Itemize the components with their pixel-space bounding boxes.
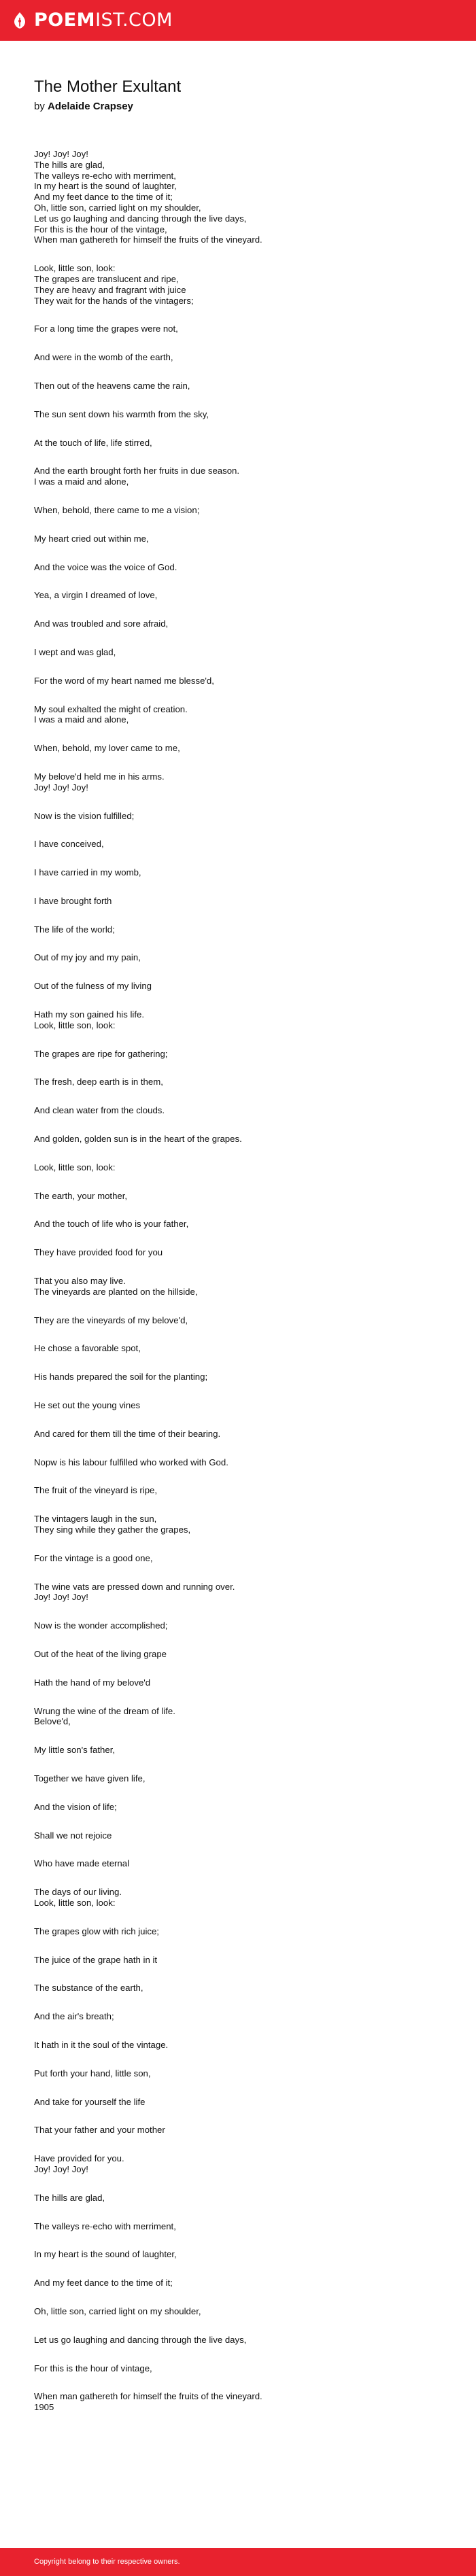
poem-stanza	[34, 263, 456, 306]
poem-line: And the earth brought forth her fruits in due season.	[34, 466, 240, 476]
poem-stanza	[34, 1077, 456, 1087]
poem-line: Hath my son gained his life.	[34, 1009, 144, 1020]
poem-stanza	[34, 409, 456, 420]
poem-line: In my heart is the sound of laughter,	[34, 2249, 177, 2260]
poem-line: The grapes are translucent and ripe,	[34, 273, 179, 284]
poem-line: The substance of the earth,	[34, 1983, 143, 1994]
poem-line: Joy! Joy! Joy!	[34, 149, 88, 159]
poem-stanza	[34, 2391, 456, 2413]
poem-title: The Mother Exultant	[34, 77, 182, 96]
poem-line: My heart cried out within me,	[34, 533, 149, 544]
poem-stanza	[34, 1429, 456, 1440]
poem-stanza	[34, 1582, 456, 1603]
poem-line: They are the vineyards of my belove'd,	[34, 1315, 188, 1325]
poem-line: Joy! Joy! Joy!	[34, 782, 88, 793]
poem-stanza	[34, 2221, 456, 2232]
poem-line: Then out of the heavens came the rain,	[34, 380, 190, 391]
poem-line: The juice of the grape hath in it	[34, 1954, 158, 1965]
poem-stanza	[34, 704, 456, 726]
poem-line: Now is the wonder accomplished;	[34, 1620, 168, 1631]
poem-line: And the voice was the voice of God.	[34, 561, 177, 572]
poem-stanza	[34, 1887, 456, 1909]
poem-stanza	[34, 1105, 456, 1116]
poem-line: And was troubled and sore afraid,	[34, 619, 169, 629]
poem-author[interactable]: Adelaide Crapsey	[48, 101, 133, 112]
poem-line: Now is the vision fulfilled;	[34, 810, 135, 821]
poem-line: He chose a favorable spot,	[34, 1343, 141, 1354]
poem-line: Hath the hand of my belove'd	[34, 1677, 151, 1688]
poem-stanza	[34, 1191, 456, 1202]
poem-line: The grapes are ripe for gathering;	[34, 1048, 168, 1059]
poem-stanza	[34, 1858, 456, 1869]
poem-line: They sing while they gather the grapes,	[34, 1525, 191, 1535]
poem-line: His hands prepared the soil for the planting;	[34, 1372, 208, 1382]
poem-stanza	[34, 1162, 456, 1173]
poem-line: Look, little son, look:	[34, 263, 116, 274]
poem-stanza	[34, 1457, 456, 1468]
poem-stanza	[34, 2040, 456, 2051]
poem-stanza	[34, 1514, 456, 1535]
poem-line: Belove'd,	[34, 1716, 71, 1727]
poem-stanza	[34, 924, 456, 935]
poem-stanza	[34, 867, 456, 878]
poem-line: And golden, golden sun is in the heart of the grapes.	[34, 1134, 242, 1145]
poem-stanza	[34, 1400, 456, 1411]
poem-byline	[34, 101, 133, 113]
poem-stanza	[34, 2011, 456, 2022]
poem-stanza	[34, 466, 456, 487]
poem-line: Wrung the wine of the dream of life.	[34, 1705, 175, 1716]
logo-text-bold: POEM	[34, 10, 96, 31]
poem-line: I was a maid and alone,	[34, 714, 129, 725]
poem-line: Look, little son, look:	[34, 1162, 116, 1172]
poem-line: And my feet dance to the time of it;	[34, 192, 173, 203]
poem-stanza	[34, 952, 456, 963]
poem-stanza	[34, 1247, 456, 1258]
poem-stanza	[34, 2335, 456, 2346]
poem-stanza	[34, 896, 456, 907]
poem-stanza	[34, 839, 456, 850]
poem-line: For the vintage is a good one,	[34, 1552, 153, 1563]
poem-stanza	[34, 1276, 456, 1298]
poem-line: The grapes glow with rich juice;	[34, 1926, 159, 1936]
poem-line: Joy! Joy! Joy!	[34, 2163, 88, 2174]
poem-stanza	[34, 2306, 456, 2317]
poem-line: And were in the womb of the earth,	[34, 352, 173, 363]
site-logo[interactable]	[12, 10, 173, 31]
poem-stanza	[34, 2068, 456, 2079]
poem-stanza	[34, 1134, 456, 1145]
poem-stanza	[34, 2193, 456, 2204]
poem-line: They have provided food for you	[34, 1247, 163, 1258]
poem-line: And cared for them till the time of their bearing.	[34, 1428, 221, 1439]
poem-stanza	[34, 676, 456, 686]
poem-line: When, behold, there came to me a vision;	[34, 504, 200, 515]
poem-stanza	[34, 2278, 456, 2288]
poem-line: And the vision of life;	[34, 1801, 117, 1812]
poem-line: Joy! Joy! Joy!	[34, 1592, 88, 1603]
poem-stanza	[34, 1372, 456, 1382]
poem-stanza	[34, 149, 456, 245]
poem-line: Out of the heat of the living grape	[34, 1649, 167, 1659]
poem-stanza	[34, 505, 456, 516]
poem-line: He set out the young vines	[34, 1400, 141, 1411]
poem-stanza	[34, 1315, 456, 1326]
poem-stanza	[34, 771, 456, 793]
copyright-notice: Copyright belong to their respective owners.	[34, 2558, 180, 2566]
poem-line: It hath in it the soul of the vintage.	[34, 2039, 169, 2050]
poem-line: I have carried in my womb,	[34, 867, 141, 878]
poem-stanza	[34, 562, 456, 573]
poem-stanza	[34, 1773, 456, 1784]
poem-stanza	[34, 1830, 456, 1841]
poem-line: Let us go laughing and dancing through the live days,	[34, 213, 247, 224]
poem-line: For a long time the grapes were not,	[34, 324, 178, 334]
poem-line: The valleys re-echo with merriment,	[34, 2221, 176, 2231]
logo-text-light: IST.COM	[95, 10, 173, 31]
poem-stanza	[34, 381, 456, 391]
poem-line: They wait for the hands of the vintagers;	[34, 295, 194, 306]
poem-stanza	[34, 534, 456, 544]
poem-line: And the touch of life who is your father,	[34, 1219, 189, 1230]
poem-stanza	[34, 324, 456, 334]
poem-stanza	[34, 2153, 456, 2175]
poem-stanza	[34, 1745, 456, 1756]
poem-line: Oh, little son, carried light on my shoulder,	[34, 202, 201, 213]
poem-line: Nopw is his labour fulfilled who worked with God.	[34, 1457, 228, 1467]
poem-line: The vintagers laugh in the sun,	[34, 1514, 157, 1525]
poem-year: 1905	[34, 2402, 54, 2413]
poem-line: And my feet dance to the time of it;	[34, 2278, 173, 2288]
poem-stanza	[34, 2249, 456, 2260]
poem-line: For this is the hour of vintage,	[34, 2363, 152, 2373]
poem-stanza	[34, 2097, 456, 2108]
poem-line: The hills are glad,	[34, 159, 105, 170]
pen-nib-icon	[12, 12, 27, 29]
poem-line: For this is the hour of the vintage,	[34, 224, 167, 234]
poem-line: When man gathereth for himself the fruits of the vineyard.	[34, 234, 262, 245]
poem-line: Look, little son, look:	[34, 1897, 116, 1908]
poem-line: And take for yourself the life	[34, 2096, 146, 2107]
poem-line: Put forth your hand, little son,	[34, 2068, 151, 2078]
poem-line: Oh, little son, carried light on my shoulder,	[34, 2305, 201, 2316]
poem-line: The sun sent down his warmth from the sky,	[34, 408, 209, 419]
poem-line: My soul exhalted the might of creation.	[34, 703, 188, 714]
poem-line: The valleys re-echo with merriment,	[34, 170, 176, 181]
poem-line: Have provided for you.	[34, 2153, 124, 2164]
poem-line: And clean water from the clouds.	[34, 1105, 165, 1116]
site-header	[0, 0, 476, 41]
poem-stanza	[34, 743, 456, 754]
poem-stanza	[34, 1926, 456, 1937]
poem-stanza	[34, 981, 456, 992]
poem-stanza	[34, 2125, 456, 2136]
poem-line: When man gathereth for himself the fruits of the vineyard.	[34, 2391, 262, 2402]
poem-line: They are heavy and fragrant with juice	[34, 284, 186, 295]
poem-stanza	[34, 1677, 456, 1688]
poem-stanza	[34, 1649, 456, 1660]
poem-line: Who have made eternal	[34, 1858, 130, 1869]
poem-stanza	[34, 1955, 456, 1966]
poem-line: At the touch of life, life stirred,	[34, 437, 152, 448]
poem-stanza	[34, 1553, 456, 1564]
poem-line: Let us go laughing and dancing through the live days,	[34, 2334, 247, 2345]
poem-stanza	[34, 1706, 456, 1728]
poem-line: The fresh, deep earth is in them,	[34, 1077, 163, 1087]
poem-line: Out of my joy and my pain,	[34, 952, 141, 963]
poem-line: The vineyards are planted on the hillside,	[34, 1286, 198, 1297]
poem-line: And the air's breath;	[34, 2011, 114, 2022]
poem-line: The fruit of the vineyard is ripe,	[34, 1485, 158, 1496]
poem-stanza	[34, 619, 456, 629]
poem-line: I wept and was glad,	[34, 646, 116, 657]
poem-line: Out of the fulness of my living	[34, 981, 152, 992]
poem-body	[34, 149, 456, 2413]
poem-line: The days of our living.	[34, 1887, 122, 1898]
poem-line: When, behold, my lover came to me,	[34, 743, 180, 754]
poem-stanza	[34, 1343, 456, 1354]
logo-text	[34, 10, 173, 31]
poem-stanza	[34, 352, 456, 363]
poem-stanza	[34, 1485, 456, 1496]
poem-line: Yea, a virgin I dreamed of love,	[34, 590, 158, 601]
poem-line: The hills are glad,	[34, 2192, 105, 2203]
poem-line: My little son's father,	[34, 1745, 116, 1756]
poem-stanza	[34, 1802, 456, 1813]
poem-line: That your father and your mother	[34, 2125, 165, 2136]
poem-line: The life of the world;	[34, 924, 115, 935]
poem-stanza	[34, 1009, 456, 1031]
poem-line: That you also may live.	[34, 1276, 126, 1287]
poem-line: The earth, your mother,	[34, 1190, 128, 1201]
poem-line: For the word of my heart named me blesse'd,	[34, 675, 214, 686]
poem-line: My belove'd held me in his arms.	[34, 771, 165, 782]
poem-stanza	[34, 1049, 456, 1060]
poem-line: Look, little son, look:	[34, 1020, 116, 1030]
poem-stanza	[34, 590, 456, 601]
poem-stanza	[34, 647, 456, 658]
poem-line: I have conceived,	[34, 839, 104, 850]
poem-line: I was a maid and alone,	[34, 476, 129, 487]
poem-line: Shall we not rejoice	[34, 1830, 112, 1841]
poem-stanza	[34, 438, 456, 449]
poem-line: In my heart is the sound of laughter,	[34, 181, 177, 192]
poem-stanza	[34, 811, 456, 822]
poem-line: Together we have given life,	[34, 1773, 146, 1783]
poem-line: The wine vats are pressed down and running over.	[34, 1581, 235, 1592]
poem-stanza	[34, 1983, 456, 1994]
site-footer	[0, 2548, 476, 2576]
poem-stanza	[34, 2363, 456, 2374]
poem-stanza	[34, 1219, 456, 1230]
poem-stanza	[34, 1620, 456, 1631]
poem-line: I have brought forth	[34, 895, 112, 906]
by-label: by	[34, 101, 45, 112]
